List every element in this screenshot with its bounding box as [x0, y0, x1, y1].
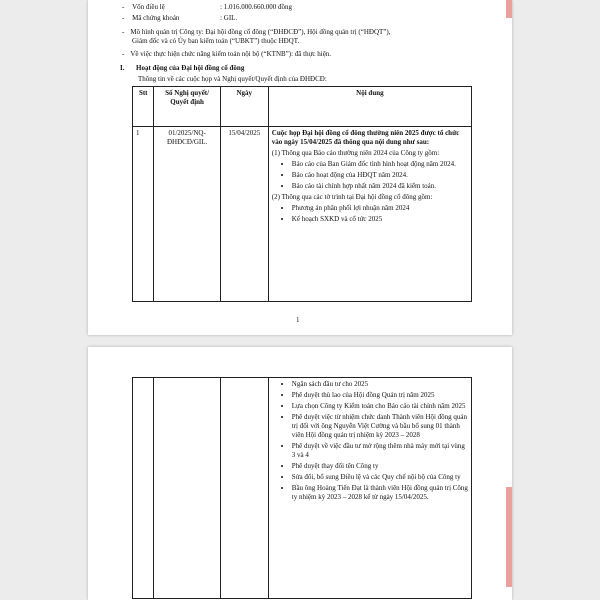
list-item: • Phương án phân phối lợi nhuận năm 2024 [292, 204, 468, 213]
content-continued-list [272, 380, 468, 502]
internal-audit-line: - Về việc thực hiện chức năng kiểm toán nội bộ (“KTNB”): đã thực hiện. [122, 50, 331, 59]
list-item: • Phê duyệt về việc đầu tư mở rộng thêm nhà máy mới tại vùng 3 và 4 [292, 442, 468, 460]
header-date: Ngày [220, 87, 268, 127]
list-item: • Lựa chọn Công ty Kiểm toán cho Báo cáo tài chính năm 2025 [292, 402, 468, 411]
content-title: Cuộc họp Đại hội đồng cổ đông thường niên 2025 được tổ chức vào ngày 15/04/2025 đã thông qua nội dung như sau: [271, 128, 460, 146]
cell-stt: 1 [133, 126, 154, 301]
document-page-1 [88, 0, 512, 335]
list-item: • Phê duyệt thay đổi tên Công ty [292, 462, 468, 471]
content-item-2: (2) Thông qua các tờ trình tại Đại hội đồng cổ đông gồm: [271, 192, 433, 201]
governance-model-line-1: - Mô hình quản trị Công ty: Đại hội đồng cổ đông (“ĐHĐCĐ”), Hội đồng quản trị (“HĐQT”), [122, 28, 390, 37]
list-item: • Bầu ông Hoàng Tiến Đạt là thành viên Hội đồng quản trị Công ty nhiệm kỳ 2023 – 2028 kể từ ngày 15/04/2025. [292, 484, 468, 502]
cell-stt-empty [133, 378, 154, 599]
info-line-capital: - Vốn điều lệ : 1.016.000.660.000 đồng [122, 3, 292, 12]
governance-model-line-2: Giám đốc và có Ủy ban kiểm toán (“UBKT”) thuộc HĐQT. [132, 37, 300, 45]
cell-content-continued [268, 378, 471, 599]
cell-resolution-number-empty [154, 378, 220, 599]
list-item: • Phê duyệt việc từ nhiệm chức danh Thành viên Hội đồng quản trị đối với ông Nguyễn Việt Cường và bầu bổ sung 01 thành viên Hội đồng quản trị nhiệm kỳ 2023 – 2028 [292, 413, 468, 440]
info-line-stock-code: - Mã chứng khoán : GIL. [122, 14, 237, 23]
cell-content [268, 126, 471, 301]
list-item: • Báo cáo hoạt động của HĐQT năm 2024. [292, 171, 468, 180]
shareholder-meetings-table-continued [132, 377, 472, 599]
header-stt: Stt [133, 87, 154, 127]
cell-date-empty [220, 378, 268, 599]
stamp-mark [506, 0, 512, 18]
shareholder-meetings-table [132, 86, 472, 302]
content-item-1: (1) Thông qua Báo cáo thường niên 2024 của Công ty gồm: [271, 148, 440, 157]
table-row [133, 378, 472, 599]
table-header-row [133, 87, 472, 127]
document-page-2 [88, 347, 512, 600]
list-item: • Báo cáo của Ban Giám đốc tình hình hoạt động năm 2024. [292, 160, 468, 169]
cell-date: 15/04/2025 [220, 126, 268, 301]
list-item: • Sửa đổi, bổ sung Điều lệ và các Quy chế nội bộ của Công ty [292, 473, 468, 482]
list-item: • Phê duyệt thù lao của Hội đồng Quản trị năm 2025 [292, 391, 468, 400]
cell-resolution-number: 01/2025/NQ-ĐHĐCĐ/GIL. [154, 126, 220, 301]
header-content: Nội dung [268, 87, 471, 127]
section-heading: I. Hoạt động của Đại hội đồng cổ đông [120, 64, 245, 72]
table-row [133, 126, 472, 301]
list-item: • Ngân sách đầu tư cho 2025 [292, 380, 468, 389]
list-item: • Báo cáo tài chính hợp nhất năm 2024 đã kiểm toán. [292, 182, 468, 191]
content-item-1-list [272, 160, 468, 191]
content-item-2-list [272, 204, 468, 224]
header-resolution-number: Số Nghị quyết/ Quyết định [154, 87, 220, 127]
stamp-mark [506, 487, 512, 587]
page-number: 1 [296, 316, 300, 324]
list-item: • Kế hoạch SXKD và cổ tức 2025 [292, 215, 468, 224]
section-intro: Thông tin về các cuộc họp và Nghị quyết/Quyết định của ĐHĐCĐ: [138, 75, 327, 83]
